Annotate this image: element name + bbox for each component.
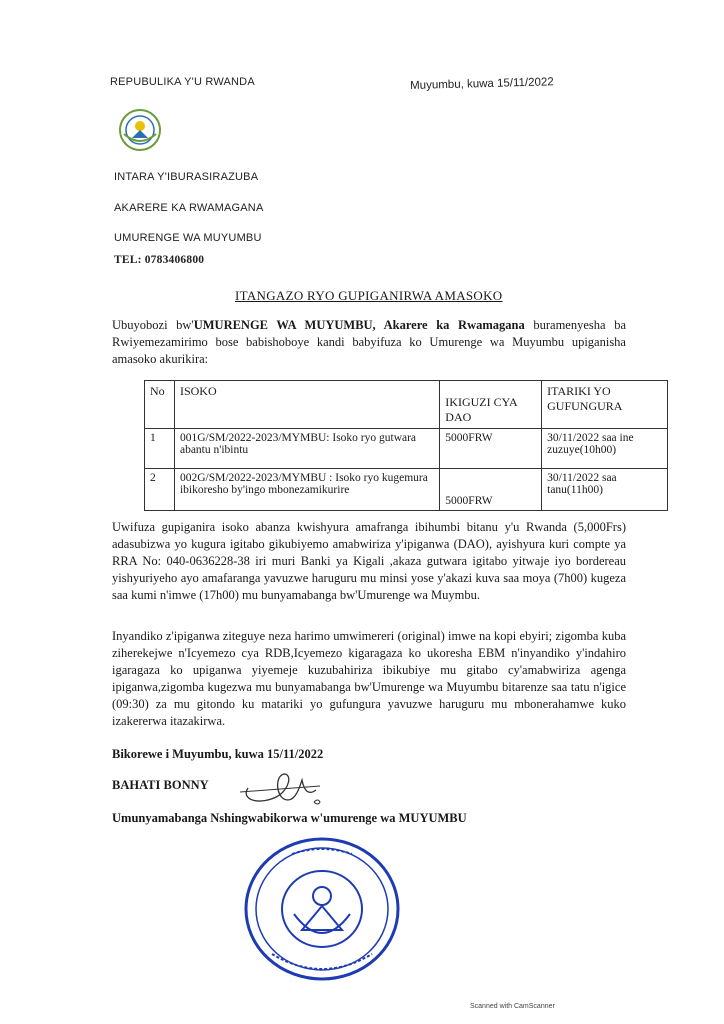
table-header-row [145,381,668,429]
announcement-title: ITANGAZO RYO GUPIGANIRWA AMASOKO [235,288,503,303]
scanner-watermark: Scanned with CamScanner [470,1003,555,1010]
sector-name: UMURENGE WA MUYUMBU [114,232,262,244]
table-row [145,429,668,469]
header-price: IKIGUZI CYA DAO [440,381,542,429]
province-name: INTARA Y'IBURASIRAZUBA [114,171,259,183]
header-no: No [145,381,175,429]
table-row [145,469,668,511]
intro-bold: UMURENGE WA MUYUMBU, Akarere ka Rwamagana [193,318,525,332]
row-price: 5000FRW [440,429,542,469]
paragraph-payment: Uwifuza gupiganira isoko abanza kwishyura amafranga ibihumbi bitanu y'u Rwanda (5,000Frs) adasubizwa yo kugura igitabo gikubiyemo amabwiriza y'ipiganwa (DAO), ayishyura kuri compte ya RRA No: 040-0636228-38 iri muri Banki ya Kigali ,akaza gutwara igitabo yitwaje iyo bordereau yishyuriyeho ayo amafaranga yavuzwe haruguru mu minsi yose y'akazi kuva saa moya (7h00) kugeza saa kumi n'imwe (17h00) mu bunyamabanga bw'Umurenge wa Muymbu. [112,520,626,602]
official-stamp-icon [242,834,402,984]
row-no: 2 [145,469,175,511]
tender-table [144,380,668,511]
row-date: 30/11/2022 saa ine zuzuye(10h00) [542,429,668,469]
row-isoko: 002G/SM/2022-2023/MYMBU : Isoko ryo kugemura ibikoresho by'ingo mbonezamikurire [174,469,439,511]
signatory-role: Umunyamabanga Nshingwabikorwa w'umurenge wa MUYUMBU [112,811,467,825]
country-name: REPUBULIKA Y'U RWANDA [110,76,255,88]
signatory-name: BAHATI BONNY [112,778,209,792]
row-no: 1 [145,429,175,469]
closing-place-date: Bikorewe i Muyumbu, kuwa 15/11/2022 [112,747,324,761]
header-date: ITARIKI YO GUFUNGURA [542,381,668,429]
row-isoko: 001G/SM/2022-2023/MYMBU: Isoko ryo gutwara abantu n'ibintu [174,429,439,469]
intro-paragraph [112,317,626,368]
district-name: AKARERE KA RWAMAGANA [114,202,264,214]
row-date: 30/11/2022 saa tanu(11h00) [542,469,668,511]
handwritten-signature-icon [230,760,330,815]
header-isoko: ISOKO [174,381,439,429]
rwanda-coat-of-arms-icon [118,108,162,152]
place-date-top: Muyumbu, kuwa 15/11/2022 [410,76,554,92]
telephone: TEL: 0783406800 [114,254,205,266]
row-price: 5000FRW [440,469,542,511]
intro-suffix: buramenyesha ba Rwiyemezamirimo bose babishoboye kandi babyifuza ko Umurenge wa Muyumbu upiganisha amasoko akurikira: [112,318,626,366]
paragraph-submission: Inyandiko z'ipiganwa ziteguye neza harimo umwimereri (original) imwe na kopi ebyiri; zigomba kuba ziherekejwe n'Icyemezo cya RDB,Icyemezo kigaragaza ko ukoresha EBM n'inyandiko y'indahiro igaragaza ko upiganwa yiyemeje kuzubahiriza ibikubiye mu gitabo cy'amabwiriza agenga ipiganwa,zigomba kugezwa mu bunyamabanga bw'Umurenge wa Muyumbu bitarenze saa tatu n'igice (09:30) za mu gitondo ku matariki yo gufungura yavuzwe haruguru mu mbonerahamwe kuko izakererwa itazakirwa. [112,629,626,728]
intro-prefix: Ubuyobozi bw' [112,318,194,332]
